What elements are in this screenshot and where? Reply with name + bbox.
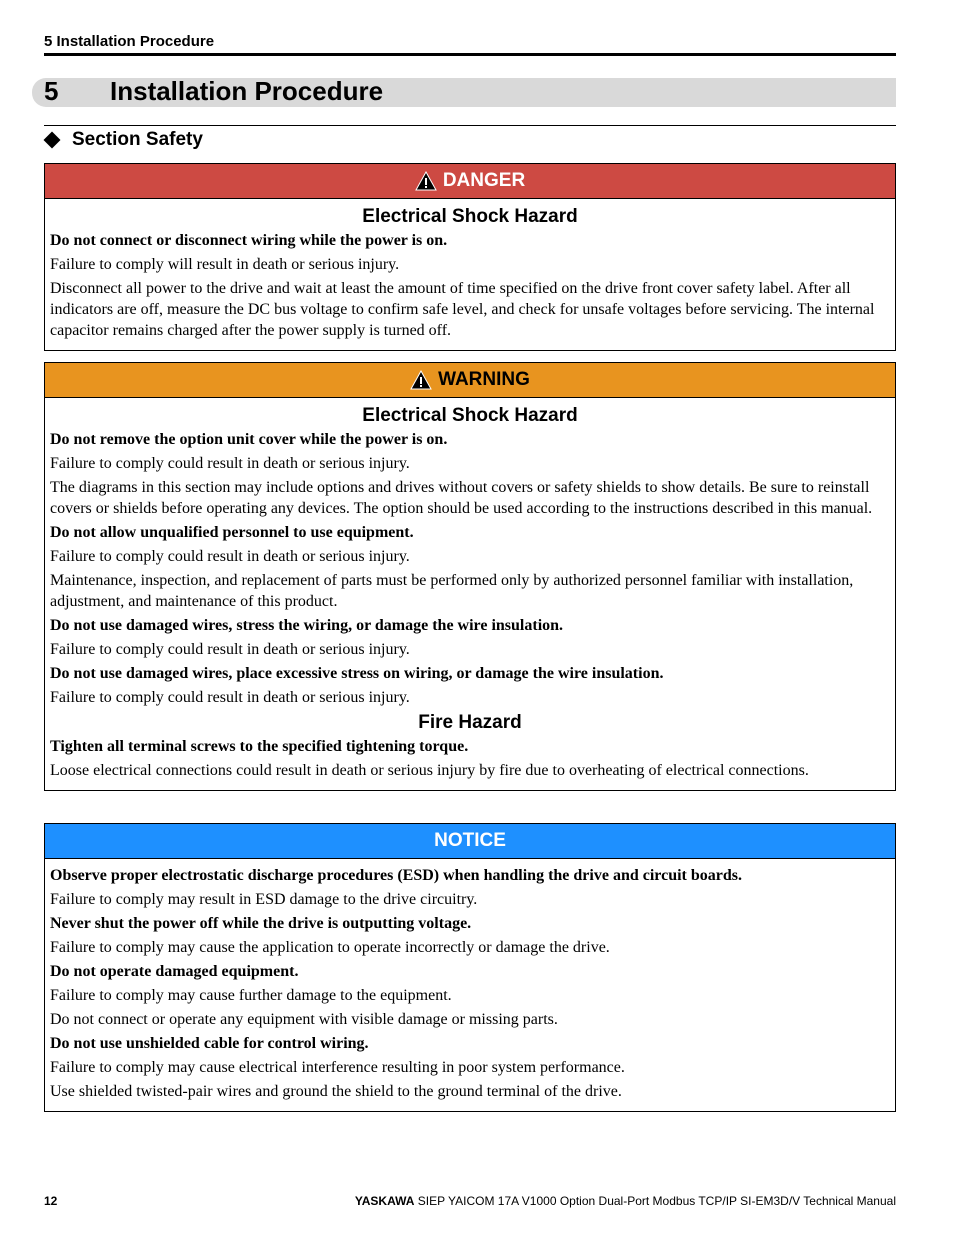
header-rule [44, 53, 896, 56]
instruction-text: Do not allow unqualified personnel to use equipment. [50, 524, 414, 541]
section-heading [44, 129, 203, 151]
hazard-title: Electrical Shock Hazard [362, 206, 578, 227]
danger-header [45, 164, 895, 199]
instruction-text: Tighten all terminal screws to the specified tightening torque. [50, 738, 469, 755]
notice-box [44, 823, 896, 1112]
notice-body [45, 859, 895, 1111]
instruction-text: Observe proper electrostatic discharge procedures (ESD) when handling the drive and circuit boards. [50, 867, 742, 884]
consequence-text: Failure to comply may cause further damage to the equipment. [50, 987, 452, 1004]
diamond-bullet-icon [44, 132, 61, 149]
consequence-text: Failure to comply could result in death or serious injury. [50, 548, 410, 565]
running-head: 5 Installation Procedure [44, 33, 215, 50]
warning-lines-2 [50, 736, 890, 781]
consequence-text: Failure to comply could result in death or serious injury. [50, 641, 410, 658]
consequence-text: Failure to comply may result in ESD damage to the drive circuitry. [50, 891, 478, 908]
notice-header [45, 824, 895, 859]
hazard-title: Fire Hazard [418, 712, 522, 733]
consequence-text: Failure to comply may cause electrical interference resulting in poor system performance. [50, 1059, 625, 1076]
consequence-text: The diagrams in this section may include options and drives without covers or safety shields to show details. Be sure to reinstall covers or shields before operating any devices. The option should be used according to the instructions described in this manual. [50, 479, 873, 517]
danger-label: DANGER [442, 170, 526, 191]
section-rule [44, 125, 896, 126]
chapter-title: Installation Procedure [110, 76, 384, 106]
consequence-text: Failure to comply could result in death or serious injury. [50, 455, 410, 472]
consequence-text: Do not connect or operate any equipment with visible damage or missing parts. [50, 1011, 558, 1028]
footer-brand: YASKAWA [354, 1194, 415, 1208]
footer-manual-name: SIEP YAICOM 17A V1000 Option Dual-Port Modbus TCP/IP SI-EM3D/V Technical Manual [414, 1194, 896, 1208]
consequence-text: Failure to comply will result in death or serious injury. [50, 256, 400, 273]
instruction-text: Do not remove the option unit cover while the power is on. [50, 431, 448, 448]
notice-label: NOTICE [434, 830, 506, 851]
warning-label: WARNING [438, 369, 530, 390]
warning-header [45, 363, 895, 398]
page-number: 12 [44, 1194, 58, 1208]
instruction-text: Do not use damaged wires, place excessive stress on wiring, or damage the wire insulation. [50, 665, 664, 682]
consequence-text: Failure to comply may cause the application to operate incorrectly or damage the drive. [50, 939, 610, 956]
consequence-text: Loose electrical connections could result in death or serious injury by fire due to overheating of electrical connections. [50, 762, 809, 779]
instruction-text: Do not operate damaged equipment. [50, 963, 299, 980]
instruction-text: Do not use damaged wires, stress the wiring, or damage the wire insulation. [50, 617, 564, 634]
section-title: Section Safety [72, 129, 203, 150]
instruction-text: Never shut the power off while the drive is outputting voltage. [50, 915, 472, 932]
danger-body [45, 199, 895, 350]
consequence-text: Use shielded twisted-pair wires and ground the shield to the ground terminal of the drive. [50, 1083, 622, 1100]
warning-box [44, 362, 896, 791]
instruction-text: Do not use unshielded cable for control wiring. [50, 1035, 369, 1052]
consequence-text: Maintenance, inspection, and replacement of parts must be performed only by authorized personnel familiar with installation, adjustment, and maintenance of this product. [50, 572, 854, 610]
warning-triangle-icon [415, 171, 437, 191]
consequence-text: Disconnect all power to the drive and wait at least the amount of time specified on the drive front cover safety label. After all indicators are off, measure the DC bus voltage to confirm safe level, and check for unsafe voltages before servicing. The internal capacitor remains charged after the power supply is turned off. [50, 280, 875, 339]
footer-manual-title [355, 1194, 896, 1208]
notice-lines [50, 865, 890, 1102]
danger-lines [50, 230, 890, 341]
consequence-text: Failure to comply could result in death or serious injury. [50, 689, 410, 706]
warning-triangle-icon [410, 370, 432, 390]
instruction-text: Do not connect or disconnect wiring while the power is on. [50, 232, 448, 249]
warning-lines-1 [50, 429, 890, 708]
chapter-number: 5 [44, 76, 59, 106]
danger-box [44, 163, 896, 351]
warning-body [45, 398, 895, 790]
hazard-title: Electrical Shock Hazard [362, 405, 578, 426]
